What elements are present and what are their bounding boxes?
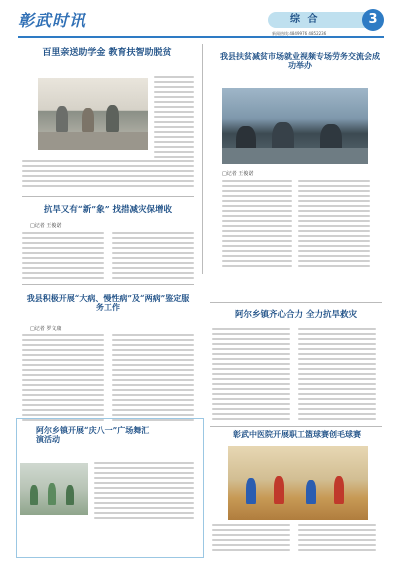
byline-a3: □记者 王俊诺	[30, 223, 62, 229]
headline-a2: 我县扶贫减贫市场就业视频专场劳务交流会成功举办	[220, 51, 380, 71]
text-a4-col1	[212, 328, 290, 423]
photo-basketball	[228, 446, 368, 520]
divider-a5	[22, 284, 194, 285]
byline-a5: □记者 罗文康	[30, 326, 62, 332]
text-a2-col1	[222, 180, 292, 270]
text-a3-col2	[112, 232, 194, 282]
header-rule	[18, 36, 384, 38]
header-meta: 新闻热线:4849976 4852236	[272, 31, 327, 36]
masthead-name: 彰武时讯	[18, 11, 87, 30]
divider-a3	[22, 196, 194, 197]
section-label: 综 合	[290, 14, 320, 25]
photo-job-fair	[222, 88, 368, 164]
photo-classroom	[38, 78, 148, 150]
divider-a7	[210, 426, 382, 427]
headline-a5: 我县积极开展“大病、慢性病”及“两病”鉴定服务工作	[26, 293, 190, 313]
text-a6-right	[94, 462, 194, 522]
photo-square-dance	[20, 463, 88, 515]
text-a5-col2	[112, 334, 194, 424]
headline-a3: 抗旱又有“新”象” 找措减灾保增收	[43, 205, 173, 215]
text-a1-body	[22, 160, 194, 190]
byline-a2: □记者 王俊诺	[222, 171, 254, 177]
column-divider-1	[202, 44, 203, 274]
section-bar	[268, 12, 372, 28]
text-a5-col1	[22, 334, 104, 424]
headline-a7: 彰武中医院开展职工篮球赛创毛球赛	[233, 429, 361, 439]
text-a2-col2	[298, 180, 370, 270]
headline-a4: 阿尔乡镇齐心合力 全力抗旱救灾	[235, 310, 357, 320]
text-a4-col2	[298, 328, 376, 423]
headline-a6: 阿尔乡镇开展“庆八一”广场舞汇演活动	[36, 425, 150, 445]
text-a7-col2	[298, 524, 376, 554]
text-a1-right	[154, 76, 194, 161]
masthead	[18, 9, 86, 31]
divider-a4	[210, 302, 382, 303]
text-a7-col1	[212, 524, 290, 554]
text-a3-col1	[22, 232, 104, 282]
headline-a1: 百里亲送助学金 教育扶智助脱贫	[42, 48, 172, 58]
page-number-badge: 3	[362, 9, 384, 31]
